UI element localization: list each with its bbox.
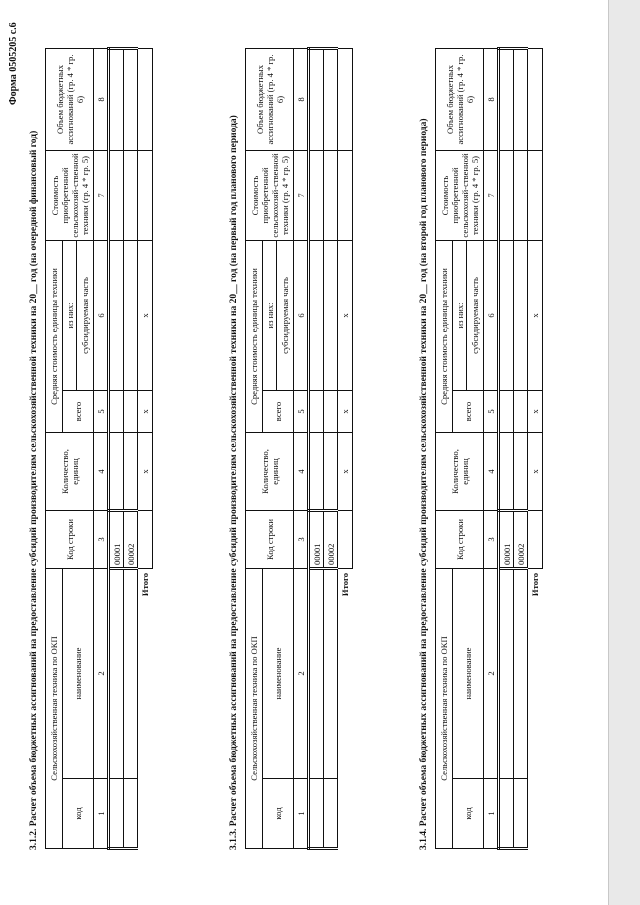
total-quantity-mark: x xyxy=(528,433,543,511)
header-cost: Стоимость приобретенной сельскохозяй-ственной техники (гр. 4 * гр. 5) xyxy=(246,151,294,241)
row-volume[interactable] xyxy=(124,49,138,151)
header-cost: Стоимость приобретенной сельскохозяй-ственной техники (гр. 4 * гр. 5) xyxy=(436,151,484,241)
row-volume[interactable] xyxy=(324,49,338,151)
row-volume[interactable] xyxy=(514,49,528,151)
column-number: 1 xyxy=(94,779,109,849)
total-subsidized-mark: x xyxy=(338,241,353,391)
total-spacer xyxy=(138,779,153,849)
row-code-okp[interactable] xyxy=(109,779,124,849)
total-spacer xyxy=(338,779,353,849)
row-line-code: 00001 xyxy=(499,511,514,569)
total-code xyxy=(338,511,353,569)
section-title: 3.1.4. Расчет объема бюджетных ассигнований на предоставление субсидий производителям сельскохозяйственной техники на 20__ год (на второй год планового периода) xyxy=(419,118,429,850)
section-2 xyxy=(228,10,406,850)
total-label: Итого xyxy=(340,573,351,597)
column-number: 4 xyxy=(484,433,499,511)
calculation-table xyxy=(245,47,353,850)
row-volume[interactable] xyxy=(499,49,514,151)
calculation-table xyxy=(45,47,153,850)
row-name[interactable] xyxy=(324,569,338,779)
row-avg-total[interactable] xyxy=(324,391,338,433)
total-label: Итого xyxy=(140,573,151,597)
column-number: 7 xyxy=(294,151,309,241)
header-row-code: Код строки xyxy=(46,511,94,569)
row-avg-total[interactable] xyxy=(109,391,124,433)
column-number: 5 xyxy=(94,391,109,433)
column-number: 2 xyxy=(294,569,309,779)
header-total: всего xyxy=(453,391,484,433)
column-number: 7 xyxy=(94,151,109,241)
column-number: 3 xyxy=(484,511,499,569)
row-avg-total[interactable] xyxy=(124,391,138,433)
row-cost[interactable] xyxy=(309,151,324,241)
column-number: 1 xyxy=(294,779,309,849)
total-quantity-mark: x xyxy=(138,433,153,511)
row-code-okp[interactable] xyxy=(309,779,324,849)
row-name[interactable] xyxy=(109,569,124,779)
row-code-okp[interactable] xyxy=(124,779,138,849)
row-line-code: 00002 xyxy=(124,511,138,569)
section-1 xyxy=(28,10,206,850)
header-tech-group: Сельскохозяйственная техника по ОКП xyxy=(246,569,263,849)
column-number: 4 xyxy=(94,433,109,511)
row-avg-total[interactable] xyxy=(499,391,514,433)
row-subsidized[interactable] xyxy=(124,241,138,391)
row-subsidized[interactable] xyxy=(324,241,338,391)
column-number: 8 xyxy=(294,49,309,151)
header-total: всего xyxy=(63,391,94,433)
row-line-code: 00001 xyxy=(109,511,124,569)
total-code xyxy=(138,511,153,569)
header-code: код xyxy=(63,779,94,849)
header-volume: Объем бюджетных ассигнований (гр. 4 * гр. 6) xyxy=(436,49,484,151)
calculation-table xyxy=(435,47,543,850)
header-code: код xyxy=(453,779,484,849)
header-cost: Стоимость приобретенной сельскохозяй-ственной техники (гр. 4 * гр. 5) xyxy=(46,151,94,241)
row-quantity[interactable] xyxy=(499,433,514,511)
row-cost[interactable] xyxy=(499,151,514,241)
total-avg-mark: x xyxy=(528,391,543,433)
row-quantity[interactable] xyxy=(124,433,138,511)
row-volume[interactable] xyxy=(109,49,124,151)
row-name[interactable] xyxy=(499,569,514,779)
header-of-which: из них: xyxy=(453,241,467,391)
column-number: 6 xyxy=(94,241,109,391)
row-code-okp[interactable] xyxy=(499,779,514,849)
scan-margin xyxy=(608,0,640,905)
column-number: 8 xyxy=(484,49,499,151)
column-number: 3 xyxy=(294,511,309,569)
column-number: 3 xyxy=(94,511,109,569)
column-number: 5 xyxy=(484,391,499,433)
header-name: наименование xyxy=(263,569,294,779)
total-cost[interactable] xyxy=(338,151,353,241)
header-tech-group: Сельскохозяйственная техника по ОКП xyxy=(46,569,63,849)
header-avg-cost: Средняя стоимость единицы техники xyxy=(46,241,63,433)
section-3 xyxy=(418,10,596,850)
column-number: 1 xyxy=(484,779,499,849)
column-number: 6 xyxy=(294,241,309,391)
column-number: 8 xyxy=(94,49,109,151)
row-quantity[interactable] xyxy=(109,433,124,511)
row-volume[interactable] xyxy=(309,49,324,151)
total-avg-mark: x xyxy=(138,391,153,433)
row-line-code: 00002 xyxy=(514,511,528,569)
row-quantity[interactable] xyxy=(309,433,324,511)
row-code-okp[interactable] xyxy=(324,779,338,849)
total-quantity-mark: x xyxy=(338,433,353,511)
row-avg-total[interactable] xyxy=(309,391,324,433)
total-avg-mark: x xyxy=(338,391,353,433)
total-subsidized-mark: x xyxy=(528,241,543,391)
header-quantity: Количество, единиц xyxy=(436,433,484,511)
column-number: 5 xyxy=(294,391,309,433)
header-total: всего xyxy=(263,391,294,433)
row-cost[interactable] xyxy=(124,151,138,241)
total-code xyxy=(528,511,543,569)
header-row-code: Код строки xyxy=(246,511,294,569)
total-cost[interactable] xyxy=(138,151,153,241)
header-of-which: из них: xyxy=(63,241,77,391)
row-subsidized[interactable] xyxy=(499,241,514,391)
section-title: 3.1.3. Расчет объема бюджетных ассигнований на предоставление субсидий производителям сельскохозяйственной техники на 20__ год (на первый год планового периода) xyxy=(229,115,239,850)
form-code-label: Форма 0505205 с.6 xyxy=(8,22,19,105)
column-number: 6 xyxy=(484,241,499,391)
header-of-which: из них: xyxy=(263,241,277,391)
row-subsidized[interactable] xyxy=(309,241,324,391)
header-subsidized: субсидируемая часть xyxy=(77,241,94,391)
column-number: 2 xyxy=(94,569,109,779)
row-cost[interactable] xyxy=(324,151,338,241)
total-subsidized-mark: x xyxy=(138,241,153,391)
header-subsidized: субсидируемая часть xyxy=(467,241,484,391)
row-code-okp[interactable] xyxy=(514,779,528,849)
total-volume[interactable] xyxy=(528,49,543,151)
row-cost[interactable] xyxy=(109,151,124,241)
row-quantity[interactable] xyxy=(514,433,528,511)
header-quantity: Количество, единиц xyxy=(246,433,294,511)
column-number: 4 xyxy=(294,433,309,511)
header-volume: Объем бюджетных ассигнований (гр. 4 * гр. 6) xyxy=(46,49,94,151)
total-cost[interactable] xyxy=(528,151,543,241)
header-tech-group: Сельскохозяйственная техника по ОКП xyxy=(436,569,453,849)
column-number: 2 xyxy=(484,569,499,779)
row-line-code: 00002 xyxy=(324,511,338,569)
total-label: Итого xyxy=(530,573,541,597)
row-quantity[interactable] xyxy=(324,433,338,511)
row-name[interactable] xyxy=(514,569,528,779)
header-name: наименование xyxy=(453,569,484,779)
header-name: наименование xyxy=(63,569,94,779)
row-name[interactable] xyxy=(309,569,324,779)
row-cost[interactable] xyxy=(514,151,528,241)
header-avg-cost: Средняя стоимость единицы техники xyxy=(246,241,263,433)
header-code: код xyxy=(263,779,294,849)
total-volume[interactable] xyxy=(338,49,353,151)
row-subsidized[interactable] xyxy=(109,241,124,391)
header-subsidized: субсидируемая часть xyxy=(277,241,294,391)
column-number: 7 xyxy=(484,151,499,241)
row-subsidized[interactable] xyxy=(514,241,528,391)
header-volume: Объем бюджетных ассигнований (гр. 4 * гр. 6) xyxy=(246,49,294,151)
header-quantity: Количество, единиц xyxy=(46,433,94,511)
row-name[interactable] xyxy=(124,569,138,779)
total-volume[interactable] xyxy=(138,49,153,151)
total-spacer xyxy=(528,779,543,849)
row-avg-total[interactable] xyxy=(514,391,528,433)
section-title: 3.1.2. Расчет объема бюджетных ассигнований на предоставление субсидий производителям сельскохозяйственной техники на 20__ год (на очередной финансовый год) xyxy=(29,130,39,850)
header-avg-cost: Средняя стоимость единицы техники xyxy=(436,241,453,433)
header-row-code: Код строки xyxy=(436,511,484,569)
row-line-code: 00001 xyxy=(309,511,324,569)
